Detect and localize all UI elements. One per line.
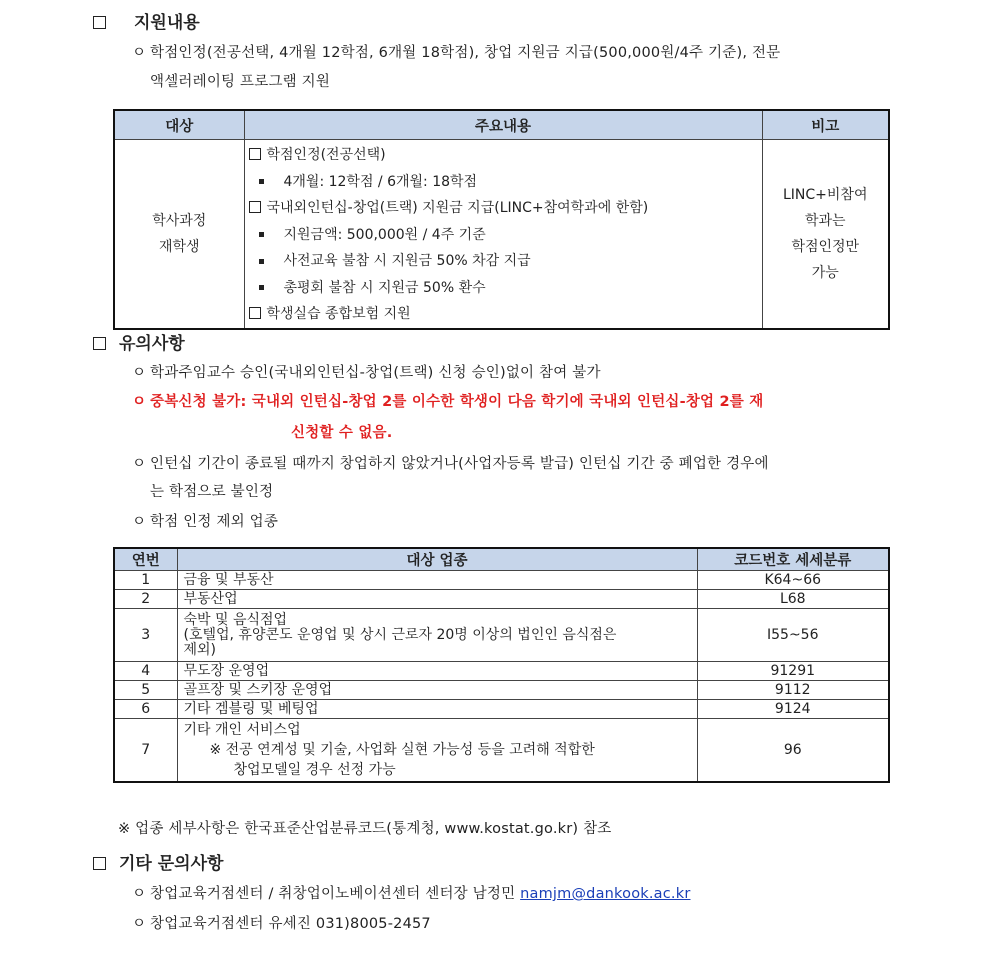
contact-line-1: ㅇ 창업교육거점센터 / 취창업이노베이션센터 센터장 남정민 namjm@dankook.ac.kr	[132, 882, 691, 903]
table-row: 5 골프장 및 스키장 운영업 9112	[114, 681, 889, 700]
circle-bullet-icon: ㅇ	[132, 916, 147, 932]
notes-bullet-2-cont: 신청할 수 없음.	[291, 425, 393, 441]
content-subitem: 사전교육 불참 시 지원금 50% 차감 지급	[249, 248, 762, 275]
table-row: 6 기타 겜블링 및 베팅업 9124	[114, 700, 889, 719]
section-heading-support: 지원내용	[93, 8, 200, 33]
notes-bullet-4: ㅇ 학점 인정 제외 업종	[132, 510, 278, 531]
notes-bullet-2: ㅇ 중복신청 불가: 국내외 인턴십-창업 2를 이수한 학생이 다음 학기에 국내외 인턴십-창업 2를 재	[132, 390, 763, 411]
content-item: 국내외인턴십-창업(트랙) 지원금 지급(LINC+참여학과에 한함)	[249, 195, 762, 222]
content-cell	[244, 140, 762, 329]
col-header-industry: 대상 업종	[177, 548, 697, 571]
table-row: 7 기타 개인 서비스업 ※ 전공 연계성 및 기술, 사업화 실현 가능성 등을 고려해 적합한 창업모델일 경우 선정 가능 96	[114, 719, 889, 783]
support-bullet-1-cont: 액셀러레이팅 프로그램 지원	[150, 74, 331, 90]
table-row: 3 숙박 및 음식점업 (호텔업, 휴양콘도 운영업 및 상시 근로자 20명 이상의 법인인 음식점은 제외) I55~56	[114, 609, 889, 662]
notes-bullet-3: ㅇ 인턴십 기간이 종료될 때까지 창업하지 않았거나(사업자등록 발급) 인턴십 기간 중 폐업한 경우에	[132, 452, 769, 473]
notes-bullet-1: ㅇ 학과주임교수 승인(국내외인턴십-창업(트랙) 신청 승인)없이 참여 불가	[132, 361, 601, 382]
circle-bullet-icon: ㅇ	[132, 365, 147, 381]
support-bullet-1: ㅇ 학점인정(전공선택, 4개월 12학점, 6개월 18학점), 창업 지원금 지급(500,000원/4주 기준), 전문	[132, 41, 780, 62]
table-row: 1 금융 및 부동산 K64~66	[114, 571, 889, 590]
content-item: 학생실습 종합보험 지원	[249, 301, 762, 328]
circle-bullet-icon: ㅇ	[132, 514, 147, 530]
square-box-icon	[249, 307, 261, 319]
email-link[interactable]: namjm@dankook.ac.kr	[520, 886, 691, 902]
content-subitem: 지원금액: 500,000원 / 4주 기준	[249, 222, 762, 249]
square-box-icon	[249, 148, 261, 160]
col-header-content: 주요내용	[244, 110, 762, 140]
col-header-code: 코드번호 세세분류	[697, 548, 889, 571]
col-header-remark: 비고	[762, 110, 889, 140]
circle-bullet-icon: ㅇ	[132, 394, 147, 410]
square-box-icon	[249, 201, 261, 213]
circle-bullet-icon: ㅇ	[132, 45, 147, 61]
reference-note: ※ 업종 세부사항은 한국표준산업분류코드(통계청, www.kostat.go.kr) 참조	[118, 821, 612, 837]
col-header-no: 연번	[114, 548, 177, 571]
checkbox-square-icon	[93, 16, 106, 29]
circle-bullet-icon: ㅇ	[132, 886, 147, 902]
checkbox-square-icon	[93, 337, 106, 350]
notes-bullet-3-cont: 는 학점으로 불인정	[150, 484, 274, 500]
support-table	[113, 109, 890, 330]
section-heading-notes: 유의사항	[93, 329, 185, 354]
contact-line-2: ㅇ 창업교육거점센터 유세진 031)8005-2457	[132, 912, 431, 933]
target-cell: 학사과정 재학생	[114, 140, 244, 329]
table-row: 2 부동산업 L68	[114, 590, 889, 609]
section-heading-contact: 기타 문의사항	[93, 849, 223, 874]
col-header-target: 대상	[114, 110, 244, 140]
table-row: 4 무도장 운영업 91291	[114, 662, 889, 681]
circle-bullet-icon: ㅇ	[132, 456, 147, 472]
excluded-industries-table	[113, 547, 890, 783]
remark-cell: LINC+비참여 학과는 학점인정만 가능	[762, 140, 889, 329]
checkbox-square-icon	[93, 857, 106, 870]
content-subitem: 4개월: 12학점 / 6개월: 18학점	[249, 169, 762, 196]
content-item: 학점인정(전공선택)	[249, 142, 762, 169]
content-subitem: 총평회 불참 시 지원금 50% 환수	[249, 275, 762, 302]
